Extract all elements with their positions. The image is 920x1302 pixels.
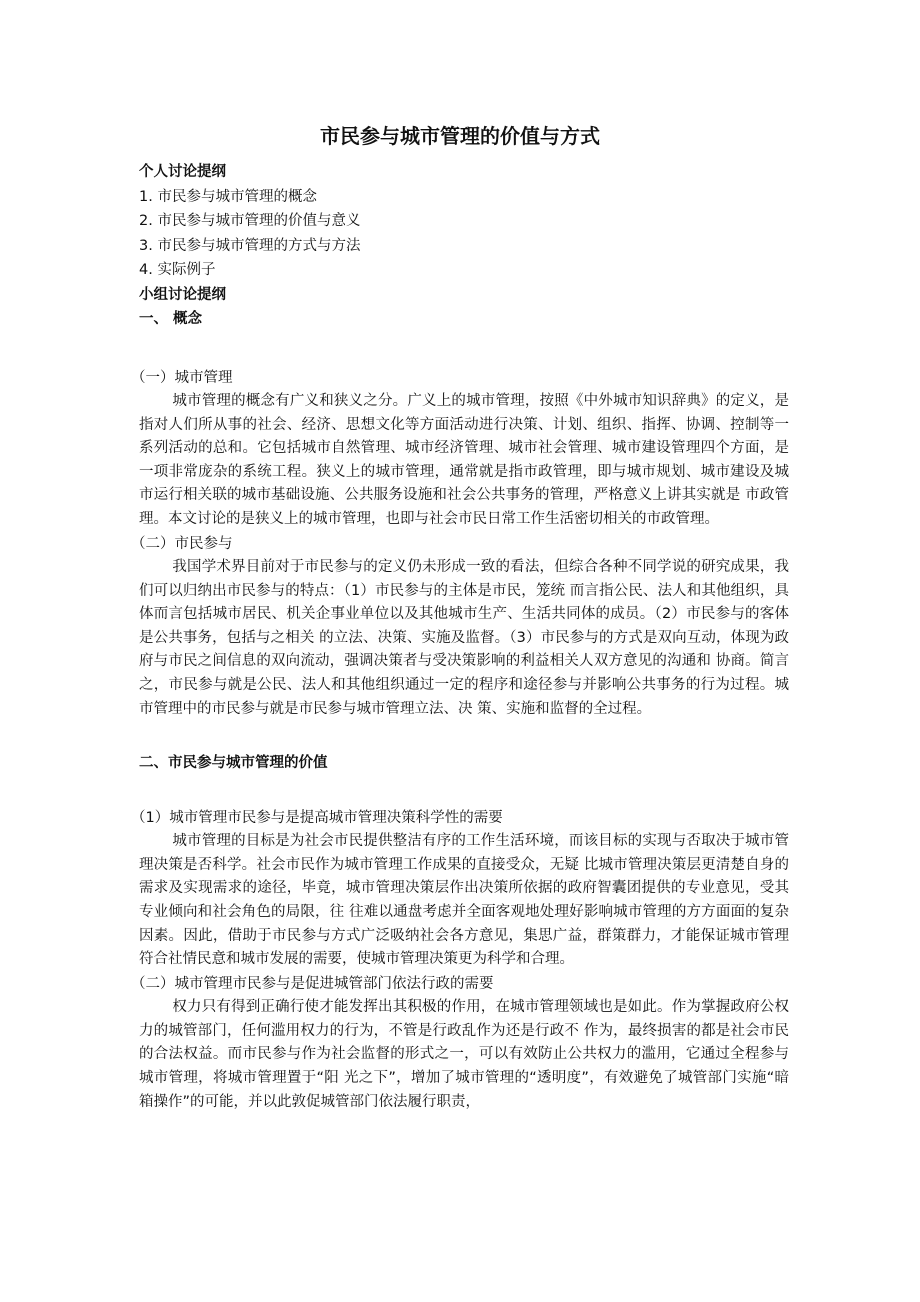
document-body [131,160,789,1114]
paragraph: 城市管理的概念有广义和狭义之分。广义上的城市管理，按照《中外城市知识辞典》的定义，是指对人们所从事的社会、经济、思想文化等方面活动进行决策、计划、组织、指挥、协调、控制等一系列活动的总和。它包括城市自然管理、城市经济管理、城市社会管理、城市建设管理四个方面，是一项非常庞杂的系统工程。狭义上的城市管理，通常就是指市政管理，即与城市规划、城市建设及城市运行相关联的城市基础设施、公共服务设施和社会公共事务的管理，严格意义上讲其实就是 市政管理。本文讨论的是狭义上的城市管理，也即与社会市民日常工作生活密切相关的市政管理。 [139,393,789,527]
subsection-title: （二）城市管理市民参与是促进城管部门依法行政的需要 [131,975,494,992]
outline-item: 1. 市民参与城市管理的概念 [139,188,317,205]
group-outline-heading: 小组讨论提纲 [139,286,226,303]
subsection-title: （一）城市管理 [131,369,233,386]
personal-outline-heading: 个人讨论提纲 [139,164,226,180]
outline-item: 3. 市民参与城市管理的方式与方法 [139,237,361,254]
paragraph: 我国学术界目前对于市民参与的定义仍未形成一致的看法，但综合各种不同学说的研究成果，我们可以归纳出市民参与的特点：（1）市民参与的主体是市民，笼统 而言指公民、法人和其他组织，具体而言包括城市居民、机关企事业单位以及其他城市生产、生活共同体的成员。（2）市民参与的客体是公共事务，包括与之相关 的立法、决策、实施及监督。（3）市民参与的方式是双向互动，体现为政府与市民之间信息的双向流动，强调决策者与受决策影响的利益相关人双方意见的沟通和 协商。简言之，市民参与就是公民、法人和其他组织通过一定的程序和途径参与并影响公共事务的行为过程。城市管理中的市民参与就是市民参与城市管理立法、决 策、实施和监督的全过程。 [139,559,789,717]
paragraph: 权力只有得到正确行使才能发挥出其积极的作用，在城市管理领域也是如此。作为掌握政府公权力的城管部门，任何滥用权力的行为，不管是行政乱作为还是行政不 作为，最终损害的都是社会市民的合法权益。而市民参与作为社会监督的形式之一，可以有效防止公共权力的滥用，它通过全程参与城市管理，将城市管理置于“阳 光之下”，增加了城市管理的“透明度”，有效避免了城管部门实施“暗箱操作”的可能，并以此敦促城管部门依法履行职责， [139,999,789,1110]
subsection-title: （二）市民参与 [131,535,233,552]
subsection-title: （1）城市管理市民参与是提高城市管理决策科学性的需要 [131,809,503,826]
document-title: 市民参与城市管理的价值与方式 [320,124,600,148]
paragraph: 城市管理的目标是为社会市民提供整洁有序的工作生活环境，而该目标的实现与否取决于城市管理决策是否科学。社会市民作为城市管理工作成果的直接受众，无疑 比城市管理决策层更清楚自身的需求及实现需求的途径，毕竟，城市管理决策层作出决策所依据的政府智囊团提供的专业意见，受其专业倾向和社会角色的局限，往 往难以通盘考虑并全面客观地处理好影响城市管理的方方面面的复杂因素。因此，借助于市民参与方式广泛吸纳社会各方意见，集思广益，群策群力，才能保证城市管理符合社情民意和城市发展的需要，使城市管理决策更为科学和合理。 [139,833,789,968]
outline-item: 4. 实际例子 [139,262,216,278]
outline-item: 2. 市民参与城市管理的价值与意义 [139,213,361,229]
section-heading: 二、市民参与城市管理的价值 [139,755,328,772]
section-heading: 一、 概念 [139,311,203,327]
